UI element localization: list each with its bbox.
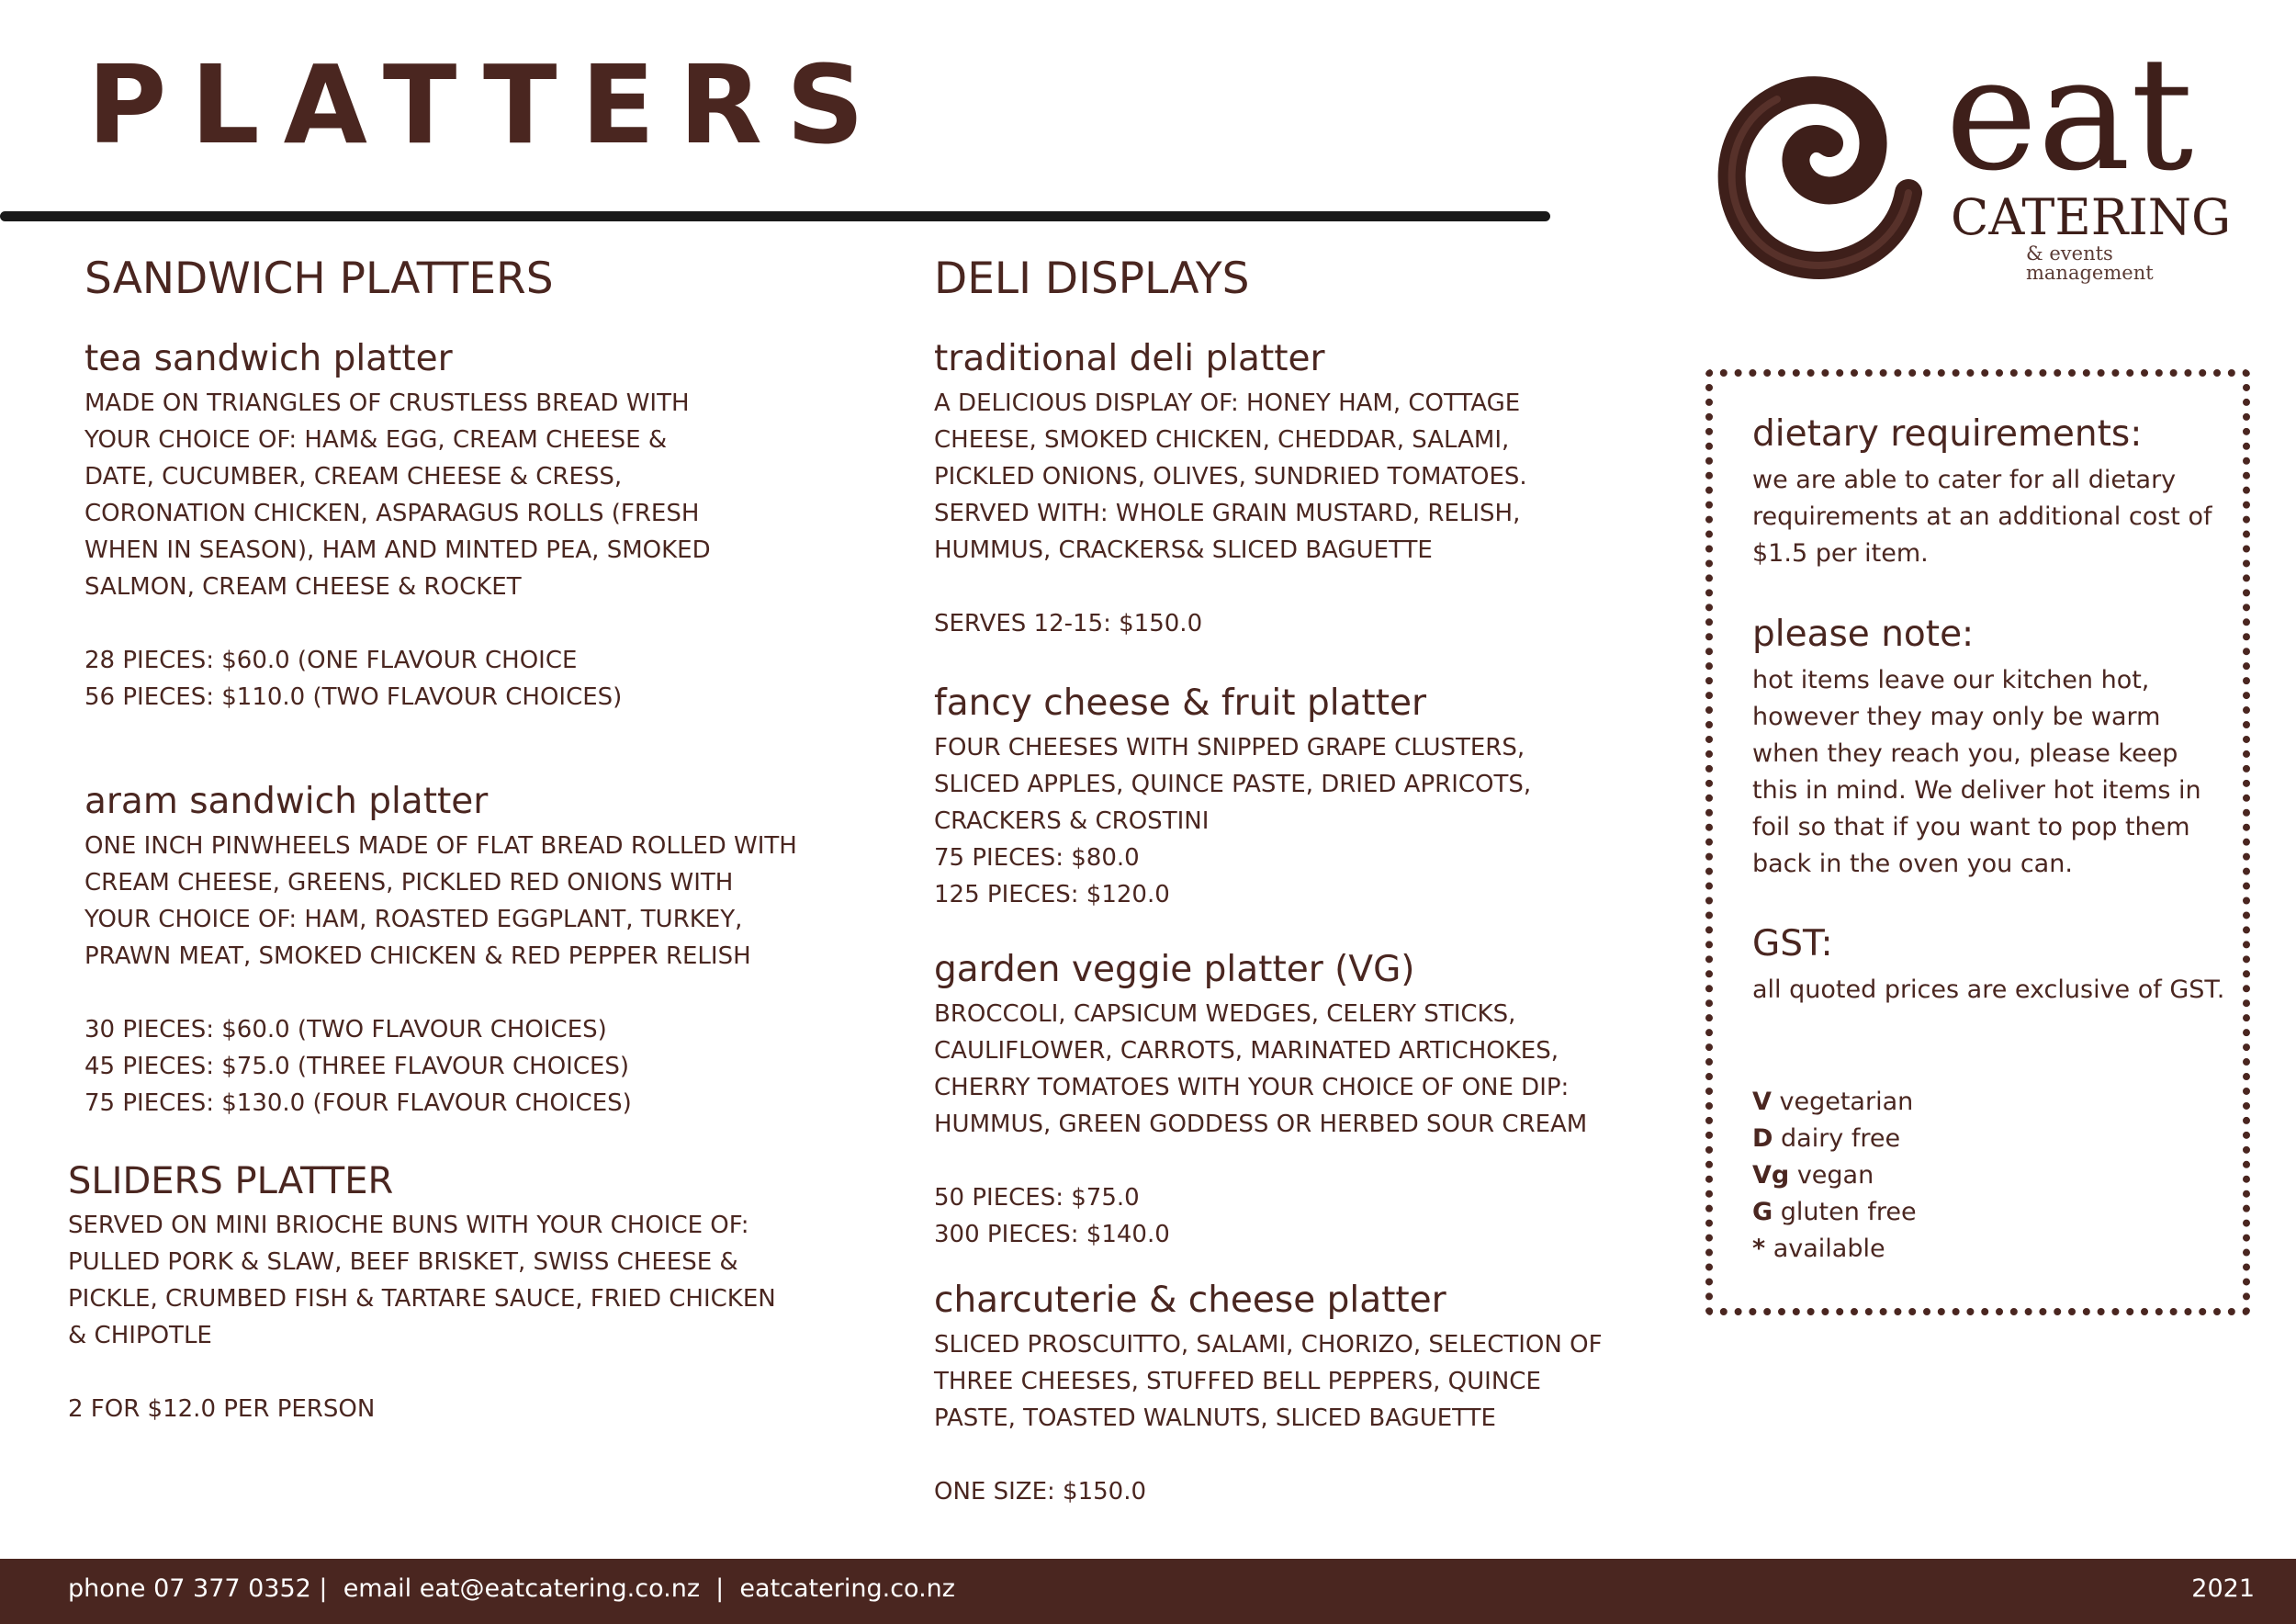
info-dietary	[1752, 413, 2230, 572]
menu-item-garden-veggie	[934, 949, 1761, 1253]
dietary-legend	[1752, 1084, 1917, 1268]
menu-item-traditional-deli	[934, 338, 1761, 642]
info-gst	[1752, 923, 2230, 1009]
item-name: traditional deli platter	[934, 338, 1325, 379]
section-heading-sandwich: SANDWICH PLATTERS	[84, 254, 554, 304]
info-text: we are able to cater for all dietary requirements at an additional cost of $1.5 per item.	[1752, 465, 2212, 568]
item-price: 2 FOR $12.0 PER PERSON	[68, 1395, 376, 1423]
item-description: ONE INCH PINWHEELS MADE OF FLAT BREAD ROLLED WITH CREAM CHEESE, GREENS, PICKLED RED ONIONS WITH YOUR CHOICE OF: HAM, ROASTED EGGPLANT, TURKEY, PRAWN MEAT, SMOKED CHICKEN & RED PEPPER RELISH	[84, 831, 797, 970]
info-title: GST:	[1752, 923, 1833, 964]
menu-item-charcuterie	[934, 1280, 1761, 1510]
item-name: aram sandwich platter	[84, 781, 489, 822]
menu-item-sliders	[68, 1159, 895, 1427]
section-heading-deli: DELI DISPLAYS	[934, 254, 1250, 304]
logo-tagline: & events management	[2026, 242, 2154, 284]
logo-wordmark: eat	[1945, 24, 2194, 206]
legend-item: D dairy free	[1752, 1124, 1901, 1153]
item-price: ONE SIZE: $150.0	[934, 1477, 1147, 1506]
item-price: 30 PIECES: $60.0 (TWO FLAVOUR CHOICES) 45 PIECES: $75.0 (THREE FLAVOUR CHOICES) 75 PIECES: $130.0 (FOUR FLAVOUR CHOICES)	[84, 1015, 632, 1117]
info-please-note	[1752, 614, 2230, 883]
title-divider	[0, 211, 1550, 221]
item-price: 75 PIECES: $80.0 125 PIECES: $120.0	[934, 843, 1170, 908]
legend-item: G gluten free	[1752, 1198, 1917, 1226]
legend-item: * available	[1752, 1235, 1885, 1263]
item-name: garden veggie platter (VG)	[934, 949, 1415, 990]
menu-item-fancy-cheese	[934, 682, 1761, 913]
item-description: MADE ON TRIANGLES OF CRUSTLESS BREAD WITH YOUR CHOICE OF: HAM& EGG, CREAM CHEESE & DATE, CUCUMBER, CREAM CHEESE & CRESS, CORONATION CHICKEN, ASPARAGUS ROLLS (FRESH WHEN IN SEASON), HAM AND MINTED PEA, SMOKED SALMON, CREAM CHEESE & ROCKET	[84, 389, 711, 601]
legend-item: V vegetarian	[1752, 1088, 1914, 1116]
item-description: FOUR CHEESES WITH SNIPPED GRAPE CLUSTERS, SLICED APPLES, QUINCE PASTE, DRIED APRICOTS, CRACKERS & CROSTINI	[934, 733, 1532, 835]
legend-item: Vg vegan	[1752, 1161, 1874, 1190]
info-title: dietary requirements:	[1752, 413, 2143, 455]
footer-year: 2021	[2191, 1574, 2255, 1603]
menu-item-aram-sandwich	[84, 781, 911, 1122]
item-name: charcuterie & cheese platter	[934, 1280, 1446, 1321]
logo-catering-text: CATERING	[1951, 188, 2232, 246]
item-name: tea sandwich platter	[84, 338, 453, 379]
eat-catering-logo	[1708, 24, 2232, 285]
item-description: BROCCOLI, CAPSICUM WEDGES, CELERY STICKS, CAULIFLOWER, CARROTS, MARINATED ARTICHOKES, CHERRY TOMATOES WITH YOUR CHOICE OF ONE DIP: HUMMUS, GREEN GODDESS OR HERBED SOUR CREAM	[934, 999, 1588, 1138]
page-title: PLATTERS	[87, 41, 888, 168]
item-name: fancy cheese & fruit platter	[934, 682, 1427, 724]
item-price: 28 PIECES: $60.0 (ONE FLAVOUR CHOICE 56 PIECES: $110.0 (TWO FLAVOUR CHOICES)	[84, 646, 623, 711]
item-name: SLIDERS PLATTER	[68, 1160, 394, 1202]
item-description: SLICED PROSCUITTO, SALAMI, CHORIZO, SELECTION OF THREE CHEESES, STUFFED BELL PEPPERS, QUINCE PASTE, TOASTED WALNUTS, SLICED BAGUETTE	[934, 1330, 1603, 1432]
menu-item-tea-sandwich	[84, 338, 911, 716]
footer-bar	[0, 1559, 2296, 1624]
info-text: hot items leave our kitchen hot, however they may only be warm when they reach you, please keep this in mind. We deliver hot items in foil so that if you want to pop them back in the oven you can.	[1752, 665, 2201, 878]
item-price: 50 PIECES: $75.0 300 PIECES: $140.0	[934, 1183, 1170, 1248]
footer-contact: phone 07 377 0352 | email eat@eatcatering.co.nz | eatcatering.co.nz	[68, 1574, 955, 1603]
spiral-logo-icon	[1708, 55, 1938, 285]
item-description: SERVED ON MINI BRIOCHE BUNS WITH YOUR CHOICE OF: PULLED PORK & SLAW, BEEF BRISKET, SWISS CHEESE & PICKLE, CRUMBED FISH & TARTARE SAUCE, FRIED CHICKEN & CHIPOTLE	[68, 1212, 776, 1349]
item-description: A DELICIOUS DISPLAY OF: HONEY HAM, COTTAGE CHEESE, SMOKED CHICKEN, CHEDDAR, SALAMI, PICKLED ONIONS, OLIVES, SUNDRIED TOMATOES. SERVED WITH: WHOLE GRAIN MUSTARD, RELISH, HUMMUS, CRACKERS& SLICED BAGUETTE	[934, 389, 1527, 564]
info-title: please note:	[1752, 614, 1975, 655]
item-price: SERVES 12-15: $150.0	[934, 609, 1203, 637]
info-text: all quoted prices are exclusive of GST.	[1752, 975, 2225, 1004]
